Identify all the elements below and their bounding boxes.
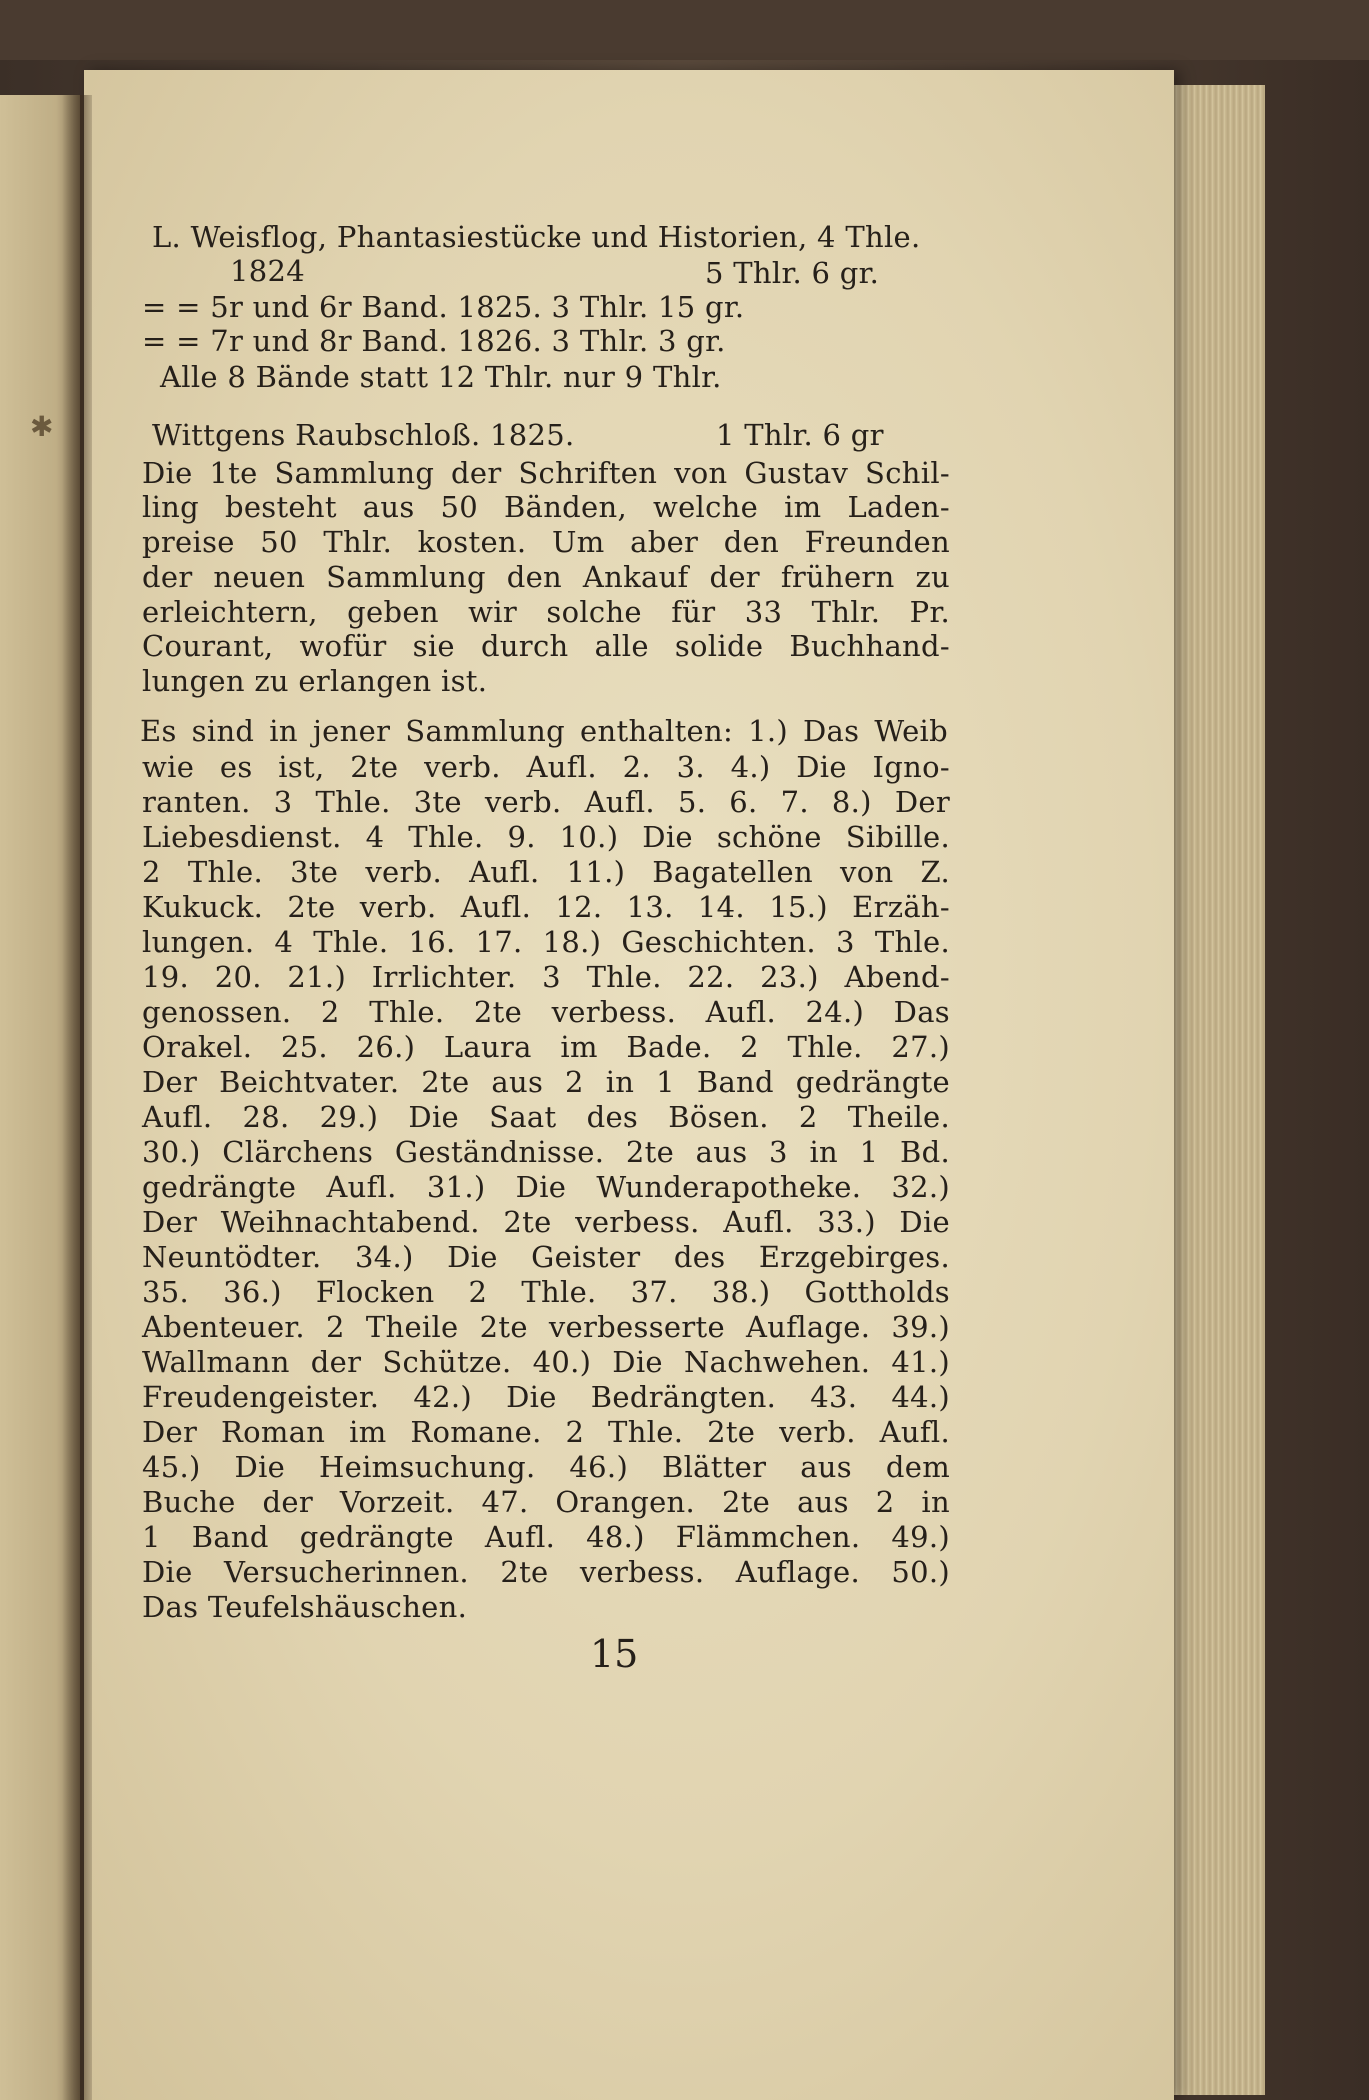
text-line: Courant, wofür sie durch alle solide Buchhand- (142, 629, 950, 663)
text-line: Das Teufelshäuschen. (142, 1590, 468, 1624)
text-line: Der Roman im Romane. 2 Thle. 2te verb. Aufl. (142, 1415, 950, 1449)
text-line: 1 Thlr. 6 gr (716, 418, 884, 452)
text-line: genossen. 2 Thle. 2te verbess. Aufl. 24.) Das (142, 995, 950, 1029)
text-line: Freudengeister. 42.) Die Bedrängten. 43. 44.) (142, 1380, 950, 1414)
text-line: der neuen Sammlung den Ankauf der frühern zu (142, 560, 950, 594)
page-number: 15 (590, 1632, 639, 1676)
text-line: gedrängte Aufl. 31.) Die Wunderapotheke. 32.) (142, 1170, 950, 1204)
text-line: 19. 20. 21.) Irrlichter. 3 Thle. 22. 23.) Abend- (142, 960, 950, 994)
text-line: Der Beichtvater. 2te aus 2 in 1 Band gedrängte (142, 1065, 950, 1099)
text-line: = = 7r und 8r Band. 1826. 3 Thlr. 3 gr. (142, 324, 726, 358)
text-line: 30.) Clärchens Geständnisse. 2te aus 3 in 1 Bd. (142, 1135, 950, 1169)
text-line: 35. 36.) Flocken 2 Thle. 37. 38.) Gottholds (142, 1275, 950, 1309)
ink-smudge-icon: ✱ (30, 410, 54, 443)
text-line: 5 Thlr. 6 gr. (705, 256, 880, 290)
text-line: Abenteuer. 2 Theile 2te verbesserte Auflage. 39.) (142, 1310, 950, 1344)
book-gutter (62, 95, 92, 2100)
text-line: Die Versucherinnen. 2te verbess. Auflage. 50.) (142, 1555, 950, 1589)
text-line: Kukuck. 2te verb. Aufl. 12. 13. 14. 15.) Erzäh- (142, 890, 950, 924)
text-line: lungen. 4 Thle. 16. 17. 18.) Geschichten. 3 Thle. (142, 925, 950, 959)
text-line: = = 5r und 6r Band. 1825. 3 Thlr. 15 gr. (142, 290, 745, 324)
text-line: 45.) Die Heimsuchung. 46.) Blätter aus dem (142, 1450, 950, 1484)
text-line: Buche der Vorzeit. 47. Orangen. 2te aus 2 in (142, 1485, 950, 1519)
text-line: Es sind in jener Sammlung enthalten: 1.) Das Weib (140, 714, 948, 748)
text-line: 1 Band gedrängte Aufl. 48.) Flämmchen. 49.) (142, 1520, 950, 1554)
text-line: Wittgens Raubschloß. 1825. (152, 418, 575, 452)
text-line: ling besteht aus 50 Bänden, welche im Laden- (142, 490, 950, 524)
page-block-edges (1165, 85, 1265, 2095)
text-line: lungen zu erlangen ist. (142, 664, 488, 698)
text-line: Wallmann der Schütze. 40.) Die Nachwehen. 41.) (142, 1345, 950, 1379)
text-line: wie es ist, 2te verb. Aufl. 2. 3. 4.) Die Igno- (142, 750, 950, 784)
text-line: L. Weisflog, Phantasiestücke und Historien, 4 Thle. (152, 220, 921, 254)
text-line: Aufl. 28. 29.) Die Saat des Bösen. 2 Theile. (142, 1100, 950, 1134)
text-line: Der Weihnachtabend. 2te verbess. Aufl. 33.) Die (142, 1205, 950, 1239)
text-line: Alle 8 Bände statt 12 Thlr. nur 9 Thlr. (160, 360, 722, 394)
text-line: 2 Thle. 3te verb. Aufl. 11.) Bagatellen von Z. (142, 855, 950, 889)
text-line: erleichtern, geben wir solche für 33 Thlr. Pr. (142, 595, 950, 629)
text-line: Liebesdienst. 4 Thle. 9. 10.) Die schöne Sibille. (142, 820, 950, 854)
text-line: Neuntödter. 34.) Die Geister des Erzgebirges. (142, 1240, 950, 1274)
text-line: ranten. 3 Thle. 3te verb. Aufl. 5. 6. 7. 8.) Der (142, 785, 950, 819)
text-line: 1824 (230, 254, 306, 288)
text-line: Die 1te Sammlung der Schriften von Gustav Schil- (142, 456, 950, 490)
text-line: Orakel. 25. 26.) Laura im Bade. 2 Thle. 27.) (142, 1030, 950, 1064)
text-line: preise 50 Thlr. kosten. Um aber den Freunden (142, 525, 950, 559)
